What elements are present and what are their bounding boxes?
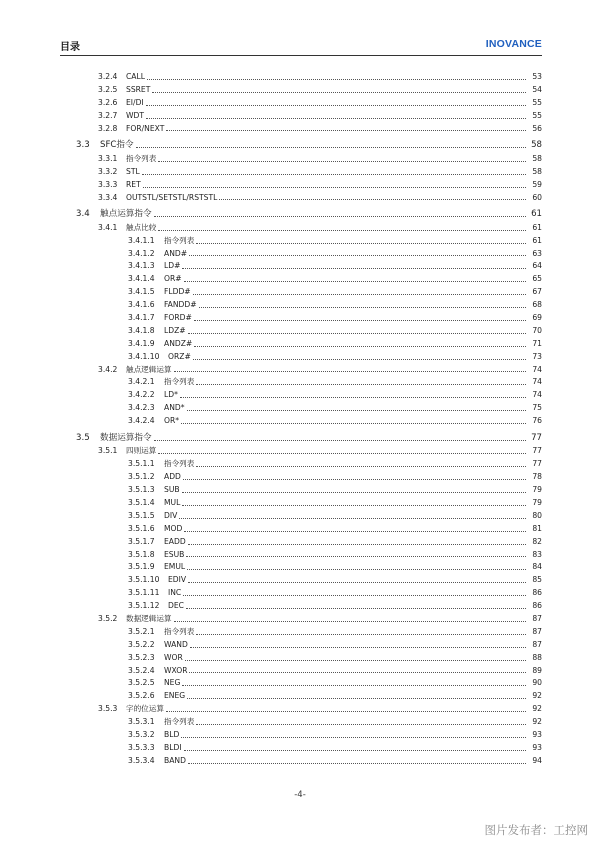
- toc-entry-number: 3.5.1.9: [128, 562, 155, 572]
- toc-entry[interactable]: [0, 471, 600, 484]
- toc-entry-title: EMUL: [164, 562, 186, 572]
- toc-entry[interactable]: [0, 729, 600, 742]
- toc-entry-number: 3.5.1.5: [128, 510, 155, 520]
- page-title: 目录: [60, 42, 80, 53]
- dot-leader: [196, 626, 526, 639]
- toc-entry-number: 3.4.1.4: [128, 274, 155, 284]
- toc-entry[interactable]: [0, 549, 600, 562]
- toc-entry-title: DIV: [164, 510, 178, 520]
- toc-entry-number: 3.5.1.7: [128, 536, 155, 546]
- toc-entry[interactable]: [0, 389, 600, 402]
- dot-leader: [147, 71, 526, 84]
- toc-entry-title: ORZ#: [168, 351, 191, 361]
- toc-entry[interactable]: [0, 235, 600, 248]
- dot-leader: [219, 192, 526, 205]
- toc-entry-title: LD#: [164, 261, 181, 271]
- toc-entry-title: OR#: [164, 274, 182, 284]
- toc-entry-page: 75: [532, 403, 542, 413]
- toc-entry[interactable]: [0, 153, 600, 166]
- dot-leader: [182, 677, 526, 690]
- toc-entry-title: SUB: [164, 485, 180, 495]
- dot-leader: [152, 84, 526, 97]
- toc-entry-number: 3.5.2.1: [128, 626, 155, 636]
- toc-entry-title: WDT: [126, 110, 144, 120]
- toc-entry-page: 85: [532, 575, 542, 585]
- toc-entry[interactable]: [0, 652, 600, 665]
- toc-entry-number: 3.4.1.8: [128, 325, 155, 335]
- toc-entry-title: OUTSTL/SETSTL/RSTSTL: [126, 192, 218, 202]
- toc-entry-title: AND*: [164, 403, 185, 413]
- toc-entry-title: LD*: [164, 390, 178, 400]
- toc-entry-number: 3.5.1.2: [128, 472, 155, 482]
- toc-entry[interactable]: [0, 179, 600, 192]
- toc-entry-title: ENEG: [164, 691, 186, 701]
- toc-entry-number: 3.5.2.2: [128, 639, 155, 649]
- toc-entry[interactable]: [0, 703, 600, 716]
- toc-entry-number: 3.5.1.12: [128, 601, 160, 611]
- toc-entry-page: 87: [532, 639, 542, 649]
- toc-entry-number: 3.4.1.1: [128, 235, 155, 245]
- toc-entry-title: 指令列表: [164, 377, 195, 387]
- toc-entry-page: 63: [532, 248, 542, 258]
- toc-entry-page: 86: [532, 588, 542, 598]
- toc-entry-page: 58: [532, 166, 542, 176]
- toc-entry-number: 3.3: [76, 140, 90, 151]
- toc-entry-number: 3.5.3.4: [128, 755, 155, 765]
- toc-entry-page: 74: [532, 390, 542, 400]
- toc-entry-number: 3.5.1.4: [128, 498, 155, 507]
- toc-entry-page: 69: [532, 313, 542, 323]
- toc-entry[interactable]: [0, 484, 600, 497]
- toc-entry[interactable]: [0, 402, 600, 415]
- toc-entry-number: 3.4.1.6: [128, 300, 155, 310]
- toc-entry-title: WOR: [164, 652, 183, 662]
- toc-entry-page: 58: [531, 140, 542, 151]
- toc-entry[interactable]: [0, 574, 600, 587]
- toc-entry-title: FLDD#: [164, 287, 191, 297]
- toc-entry-number: 3.2.7: [98, 110, 118, 120]
- dot-leader: [146, 110, 526, 123]
- toc-entry-number: 3.5.2.6: [128, 691, 155, 701]
- toc-entry-number: 3.5.3.2: [128, 730, 155, 740]
- dot-leader: [154, 431, 526, 445]
- dot-leader: [174, 613, 526, 626]
- toc-entry[interactable]: [0, 222, 600, 235]
- toc-entry[interactable]: [0, 138, 600, 152]
- toc-entry-number: 3.3.1: [98, 153, 118, 163]
- toc-entry[interactable]: [0, 742, 600, 755]
- toc-entry-page: 77: [532, 459, 542, 469]
- toc-entry-page: 71: [532, 338, 542, 348]
- toc-entry-page: 74: [532, 364, 542, 374]
- toc-entry-title: FORD#: [164, 313, 192, 323]
- toc-entry-page: 87: [532, 626, 542, 636]
- toc-entry-number: 3.5.1: [98, 446, 118, 456]
- toc-entry-number: 3.4.2: [98, 364, 118, 374]
- toc-entry-title: 数据逻辑运算: [126, 614, 172, 624]
- toc-entry-number: 3.2.4: [98, 72, 118, 81]
- dot-leader: [143, 179, 526, 192]
- toc-entry-page: 73: [532, 351, 542, 361]
- toc-entry-page: 61: [532, 235, 542, 245]
- toc-entry-page: 84: [532, 562, 542, 572]
- toc-entry-number: 3.3.4: [98, 192, 118, 202]
- page-number: -4-: [294, 790, 306, 800]
- toc-entry-title: NEG: [164, 678, 181, 688]
- toc-entry-title: 指令列表: [164, 235, 195, 245]
- dot-leader: [179, 510, 526, 523]
- brand-logo: INOVANCE: [485, 38, 542, 50]
- toc-entry-page: 70: [532, 325, 542, 335]
- dot-leader: [182, 484, 526, 497]
- toc-entry-title: SSRET: [126, 84, 151, 94]
- toc-entry[interactable]: [0, 260, 600, 273]
- toc-entry-page: 88: [532, 652, 542, 662]
- dot-leader: [196, 235, 526, 248]
- dot-leader: [189, 665, 526, 678]
- toc-entry-number: 3.4.1.2: [128, 248, 155, 258]
- toc-entry-page: 86: [532, 601, 542, 611]
- toc-entry-page: 93: [532, 742, 542, 752]
- toc-entry[interactable]: [0, 415, 600, 428]
- toc-entry-number: 3.5.2.4: [128, 665, 155, 675]
- dot-leader: [199, 299, 526, 312]
- toc-entry-number: 3.4.2.3: [128, 403, 155, 413]
- toc-entry-page: 55: [532, 97, 542, 107]
- toc-entry-number: 3.2.6: [98, 97, 118, 107]
- toc-entry-title: 四则运算: [126, 446, 157, 456]
- dot-leader: [180, 389, 526, 402]
- toc-entry[interactable]: [0, 351, 600, 364]
- toc-entry-title: 触点逻辑运算: [126, 364, 172, 374]
- toc-entry[interactable]: [0, 286, 600, 299]
- toc-entry-number: 3.5.2.3: [128, 652, 155, 662]
- toc-entry-title: 触点比较: [126, 222, 157, 232]
- toc-entry-page: 83: [532, 549, 542, 559]
- dot-leader: [189, 248, 526, 261]
- toc-entry-title: ADD: [164, 472, 181, 482]
- dot-leader: [146, 97, 526, 110]
- dot-leader: [158, 222, 526, 235]
- toc-entry-title: EDIV: [168, 575, 187, 585]
- toc-entry-number: 3.5: [76, 433, 90, 444]
- toc-entry-page: 87: [532, 614, 542, 624]
- dot-leader: [184, 273, 526, 286]
- toc-entry-page: 77: [531, 433, 542, 444]
- toc-entry-title: EADD: [164, 536, 186, 546]
- toc-entry-page: 59: [532, 179, 542, 189]
- toc-entry-page: 74: [532, 377, 542, 387]
- toc-entry-title: 指令列表: [126, 153, 157, 163]
- toc-entry[interactable]: [0, 626, 600, 639]
- toc-entry-number: 3.5.1.3: [128, 485, 155, 495]
- dot-leader: [184, 523, 526, 536]
- toc-entry-page: 56: [532, 123, 542, 133]
- toc-entry[interactable]: [0, 84, 600, 97]
- toc-entry-title: ESUB: [164, 549, 185, 559]
- toc-entry[interactable]: [0, 665, 600, 678]
- toc-entry-page: 67: [532, 287, 542, 297]
- toc-entry-number: 3.4.1.7: [128, 313, 155, 323]
- dot-leader: [196, 716, 526, 729]
- dot-leader: [154, 207, 526, 221]
- toc-entry-number: 3.2.5: [98, 84, 118, 94]
- toc-entry-number: 3.5.2.5: [128, 678, 155, 688]
- toc-entry-title: BAND: [164, 755, 186, 765]
- toc-entry[interactable]: [0, 561, 600, 574]
- toc-entry-page: 90: [532, 678, 542, 688]
- toc-entry-title: 指令列表: [164, 717, 195, 727]
- toc-entry[interactable]: [0, 299, 600, 312]
- toc-entry[interactable]: [0, 192, 600, 205]
- dot-leader: [158, 445, 526, 458]
- toc-entry-page: 82: [532, 536, 542, 546]
- dot-leader: [184, 742, 526, 755]
- toc-entry-title: CALL: [126, 72, 145, 81]
- toc-entry[interactable]: [0, 431, 600, 445]
- toc-entry-number: 3.5.3.3: [128, 742, 155, 752]
- dot-leader: [187, 561, 526, 574]
- dot-leader: [186, 549, 526, 562]
- dot-leader: [181, 415, 526, 428]
- toc-entry-number: 3.4: [76, 209, 90, 220]
- toc-entry-title: RET: [126, 179, 141, 189]
- toc-entry[interactable]: [0, 510, 600, 523]
- dot-leader: [185, 652, 526, 665]
- toc-entry-page: 92: [532, 691, 542, 701]
- toc-entry[interactable]: [0, 110, 600, 123]
- toc-entry-title: INC: [168, 588, 182, 598]
- toc-entry-title: FANDD#: [164, 300, 197, 310]
- publisher-watermark: 图片发布者：工控网: [484, 823, 588, 837]
- toc-entry-title: OR*: [164, 416, 180, 426]
- toc-entry-number: 3.5.3: [98, 704, 118, 714]
- toc-entry-page: 79: [532, 498, 542, 507]
- toc-entry-title: 字的位运算: [126, 704, 164, 714]
- toc-entry-page: 54: [532, 84, 542, 94]
- toc-entry-page: 76: [532, 416, 542, 426]
- dot-leader: [182, 497, 526, 510]
- toc-entry-page: 80: [532, 510, 542, 520]
- toc-entry-page: 68: [532, 300, 542, 310]
- toc-entry-number: 3.4.1.10: [128, 351, 160, 361]
- toc-entry[interactable]: [0, 97, 600, 110]
- dot-leader: [186, 600, 526, 613]
- toc-entry-page: 53: [532, 72, 542, 81]
- toc-entry-page: 77: [532, 446, 542, 456]
- toc-entry-number: 3.4.2.1: [128, 377, 155, 387]
- toc-entry-title: 触点运算指令: [100, 209, 152, 220]
- toc-entry[interactable]: [0, 364, 600, 377]
- toc-entry-number: 3.5.1.6: [128, 523, 155, 533]
- toc-entry[interactable]: [0, 376, 600, 389]
- dot-leader: [182, 260, 526, 273]
- toc-entry-title: BLD: [164, 730, 180, 740]
- toc-entry-title: WAND: [164, 639, 188, 649]
- toc-entry[interactable]: [0, 600, 600, 613]
- dot-leader: [190, 639, 526, 652]
- table-of-contents: [0, 71, 600, 768]
- toc-entry-page: 79: [532, 485, 542, 495]
- toc-entry-number: 3.5.1.10: [128, 575, 160, 585]
- toc-entry-number: 3.4.1: [98, 222, 118, 232]
- toc-entry[interactable]: [0, 677, 600, 690]
- toc-entry[interactable]: [0, 166, 600, 179]
- dot-leader: [194, 312, 526, 325]
- toc-entry-title: SFC指令: [100, 140, 134, 151]
- toc-entry[interactable]: [0, 536, 600, 549]
- dot-leader: [136, 138, 526, 152]
- toc-entry-title: BLDI: [164, 742, 182, 752]
- toc-entry-number: 3.5.1.8: [128, 549, 155, 559]
- toc-entry-number: 3.3.3: [98, 179, 118, 189]
- dot-leader: [166, 123, 526, 136]
- toc-entry-title: MUL: [164, 498, 181, 507]
- toc-entry[interactable]: [0, 523, 600, 536]
- toc-entry-title: EI/DI: [126, 97, 144, 107]
- toc-entry[interactable]: [0, 312, 600, 325]
- dot-leader: [188, 574, 526, 587]
- dot-leader: [193, 351, 526, 364]
- toc-entry-number: 3.5.2: [98, 614, 118, 624]
- toc-entry-title: FOR/NEXT: [126, 123, 165, 133]
- toc-entry[interactable]: [0, 497, 600, 510]
- toc-entry-number: 3.4.1.3: [128, 261, 155, 271]
- toc-entry[interactable]: [0, 639, 600, 652]
- toc-entry-title: LDZ#: [164, 325, 186, 335]
- dot-leader: [181, 729, 526, 742]
- toc-entry-number: 3.4.2.2: [128, 390, 155, 400]
- toc-entry-number: 3.2.8: [98, 123, 118, 133]
- toc-entry-title: 指令列表: [164, 626, 195, 636]
- toc-entry[interactable]: [0, 123, 600, 136]
- toc-entry[interactable]: [0, 613, 600, 626]
- toc-entry-page: 92: [532, 717, 542, 727]
- toc-entry[interactable]: [0, 325, 600, 338]
- dot-leader: [188, 755, 526, 768]
- dot-leader: [183, 587, 526, 600]
- toc-entry-title: AND#: [164, 248, 188, 258]
- dot-leader: [183, 471, 526, 484]
- toc-entry-number: 3.3.2: [98, 166, 118, 176]
- toc-entry[interactable]: [0, 587, 600, 600]
- toc-entry[interactable]: [0, 273, 600, 286]
- dot-leader: [188, 536, 526, 549]
- toc-entry[interactable]: [0, 690, 600, 703]
- dot-leader: [142, 166, 526, 179]
- toc-entry-page: 64: [532, 261, 542, 271]
- dot-leader: [188, 325, 526, 338]
- toc-entry-page: 89: [532, 665, 542, 675]
- page-header: [60, 38, 542, 54]
- dot-leader: [196, 458, 526, 471]
- toc-entry[interactable]: [0, 338, 600, 351]
- dot-leader: [158, 153, 526, 166]
- toc-entry[interactable]: [0, 716, 600, 729]
- toc-entry[interactable]: [0, 445, 600, 458]
- dot-leader: [196, 376, 526, 389]
- toc-entry-page: 94: [532, 755, 542, 765]
- header-divider: [60, 55, 542, 56]
- toc-entry-title: ANDZ#: [164, 338, 193, 348]
- toc-entry-page: 55: [532, 110, 542, 120]
- toc-entry-page: 58: [532, 153, 542, 163]
- toc-entry-title: WXOR: [164, 665, 188, 675]
- toc-entry[interactable]: [0, 458, 600, 471]
- toc-entry-title: STL: [126, 166, 140, 176]
- toc-entry-number: 3.4.1.5: [128, 287, 155, 297]
- dot-leader: [166, 703, 526, 716]
- toc-entry-page: 93: [532, 730, 542, 740]
- toc-entry[interactable]: [0, 207, 600, 221]
- toc-entry-title: 数据运算指令: [100, 433, 152, 444]
- toc-entry-page: 61: [532, 222, 542, 232]
- toc-entry[interactable]: [0, 248, 600, 261]
- dot-leader: [174, 364, 526, 377]
- toc-entry-number: 3.4.2.4: [128, 416, 155, 426]
- toc-entry[interactable]: [0, 71, 600, 84]
- toc-entry-title: MOD: [164, 523, 183, 533]
- toc-entry[interactable]: [0, 755, 600, 768]
- toc-entry-number: 3.5.1.1: [128, 459, 155, 469]
- toc-entry-page: 61: [531, 209, 542, 220]
- toc-entry-number: 3.5.3.1: [128, 717, 155, 727]
- dot-leader: [187, 402, 526, 415]
- toc-entry-page: 81: [532, 523, 542, 533]
- toc-entry-page: 92: [532, 704, 542, 714]
- toc-entry-page: 60: [532, 192, 542, 202]
- dot-leader: [193, 286, 526, 299]
- toc-entry-title: 指令列表: [164, 459, 195, 469]
- dot-leader: [194, 338, 526, 351]
- toc-entry-page: 65: [532, 274, 542, 284]
- toc-entry-page: 78: [532, 472, 542, 482]
- dot-leader: [187, 690, 526, 703]
- toc-entry-number: 3.5.1.11: [128, 588, 160, 598]
- toc-entry-title: DEC: [168, 601, 184, 611]
- toc-entry-number: 3.4.1.9: [128, 338, 155, 348]
